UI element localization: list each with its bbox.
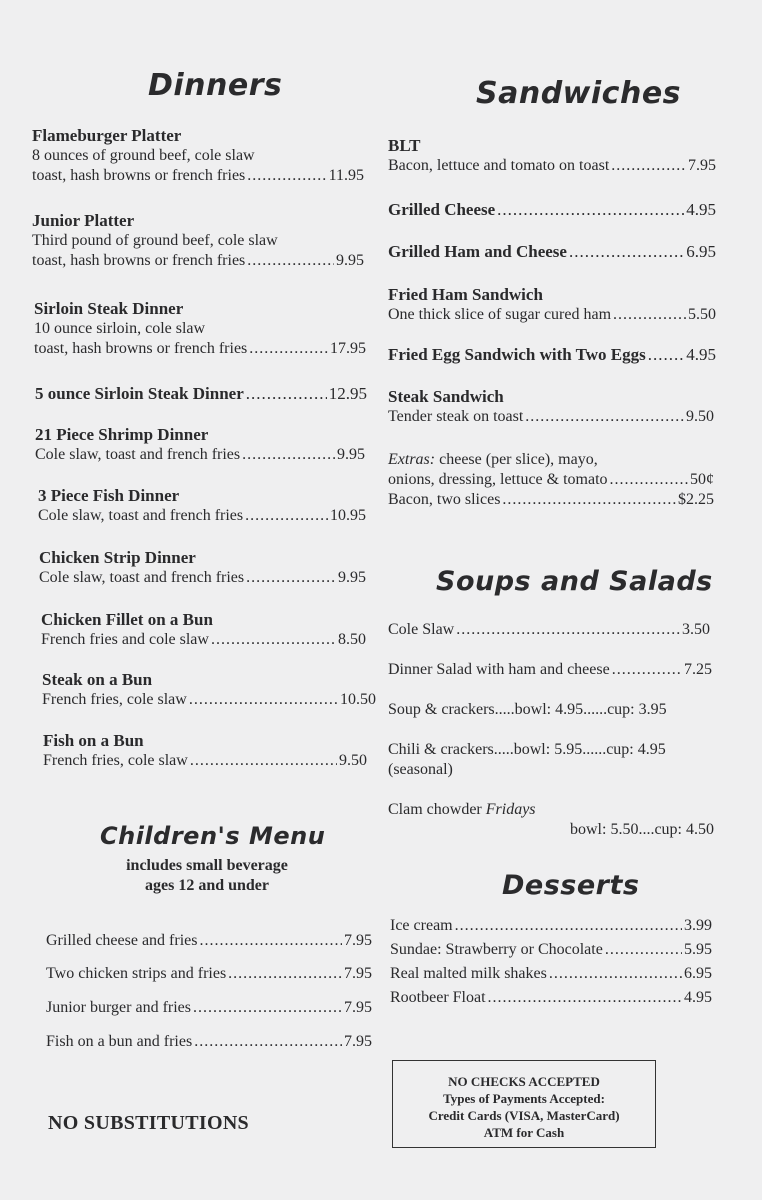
kids-item-price: 7.95 <box>344 965 372 982</box>
dinner-name: Sirloin Steak Dinner <box>34 299 184 318</box>
sandwich-item <box>388 200 716 220</box>
childrens-menu-heading: Children's Menu <box>100 822 326 850</box>
dinner-item <box>35 384 367 404</box>
dinner-price: 12.95 <box>328 384 367 403</box>
soups-salads-heading: Soups and Salads <box>436 566 713 597</box>
dessert-name: Rootbeer Float <box>390 989 486 1006</box>
desserts-heading: Desserts <box>502 870 640 901</box>
soup-item <box>388 740 666 780</box>
dessert-price: 6.95 <box>684 965 712 982</box>
bacon-price: $2.25 <box>678 491 714 508</box>
dessert-item <box>390 916 712 936</box>
dinner-desc: toast, hash browns or french fries <box>32 252 246 269</box>
dinner-price: 9.95 <box>338 569 366 586</box>
sandwiches-heading: Sandwiches <box>476 76 682 111</box>
soup-item: Soup & crackers.....bowl: 4.95......cup: 3.95 <box>388 701 667 718</box>
dinner-desc: French fries, cole slaw <box>43 752 188 769</box>
dinner-price: 10.95 <box>330 507 366 524</box>
dinner-desc: 8 ounces of ground beef, cole slaw <box>32 147 255 164</box>
dinner-desc: French fries and cole slaw <box>41 631 209 648</box>
dinner-price: 9.95 <box>337 446 365 463</box>
payment-line: ATM for Cash <box>483 1125 565 1140</box>
no-substitutions-note: NO SUBSTITUTIONS <box>48 1112 249 1134</box>
dinner-name: 3 Piece Fish Dinner <box>38 486 180 505</box>
sandwich-item <box>388 345 716 365</box>
dinner-item <box>32 126 364 186</box>
sandwich-desc: Tender steak on toast <box>388 408 524 425</box>
dinner-desc: toast, hash browns or french fries <box>32 167 246 184</box>
extras-label: Extras: <box>388 451 436 468</box>
sandwich-item <box>388 285 716 325</box>
extras-text: cheese (per slice), mayo, <box>439 451 598 468</box>
dinner-price: 11.95 <box>328 167 364 184</box>
dinner-price: 10.50 <box>340 691 376 708</box>
dessert-name: Ice cream <box>390 917 453 934</box>
kids-item <box>46 964 372 984</box>
dinner-item <box>41 610 366 650</box>
dessert-item <box>390 964 712 984</box>
kids-item <box>46 931 372 951</box>
soup-item-day: Fridays <box>485 801 536 818</box>
soup-item-price: bowl: 5.50....cup: 4.50 <box>570 821 714 838</box>
soup-item-price: 7.25 <box>684 661 712 678</box>
kids-item <box>46 998 372 1018</box>
dinner-name: Chicken Strip Dinner <box>39 548 196 567</box>
soup-item-price: 3.50 <box>682 621 710 638</box>
dinner-name: Flameburger Platter <box>32 126 182 145</box>
soup-item <box>388 660 712 680</box>
payment-info-box <box>392 1060 656 1148</box>
sandwich-name: Grilled Cheese <box>388 200 496 219</box>
soup-item-name: Chili & crackers.....bowl: 5.95......cup: 4.95 <box>388 741 666 758</box>
sandwich-price: 5.50 <box>688 306 716 323</box>
dessert-item <box>390 940 712 960</box>
sandwich-desc: One thick slice of sugar cured ham <box>388 306 612 323</box>
dinner-name: Chicken Fillet on a Bun <box>41 610 213 629</box>
soup-item <box>388 620 710 640</box>
kids-item-price: 7.95 <box>344 932 372 949</box>
kids-item-name: Grilled cheese and fries <box>46 932 198 949</box>
sandwich-item <box>388 242 716 262</box>
extras-price: 50¢ <box>690 471 714 488</box>
kids-item-name: Two chicken strips and fries <box>46 965 227 982</box>
dinner-desc: toast, hash browns or french fries <box>34 340 248 357</box>
sandwich-name: Grilled Ham and Cheese <box>388 242 567 261</box>
dinner-price: 9.50 <box>339 752 367 769</box>
soup-item-name: Dinner Salad with ham and cheese <box>388 661 610 678</box>
sandwich-price: 6.95 <box>686 242 716 261</box>
soup-item-name: Clam chowder <box>388 801 482 818</box>
dessert-price: 3.99 <box>684 917 712 934</box>
soup-item-name: Cole Slaw <box>388 621 455 638</box>
soup-item <box>388 800 714 840</box>
sandwich-name: Steak Sandwich <box>388 387 504 406</box>
dinner-item <box>32 211 364 271</box>
dinner-desc: Cole slaw, toast and french fries <box>38 507 244 524</box>
sandwich-name: BLT <box>388 136 421 155</box>
sandwich-desc: Bacon, lettuce and tomato on toast <box>388 157 610 174</box>
dinner-name: Fish on a Bun <box>43 731 144 750</box>
dinner-desc: Cole slaw, toast and french fries <box>35 446 241 463</box>
dinner-item <box>35 425 365 465</box>
sandwich-price: 4.95 <box>686 345 716 364</box>
dessert-name: Real malted milk shakes <box>390 965 547 982</box>
dinner-price: 9.95 <box>336 252 364 269</box>
sandwich-price: 7.95 <box>688 157 716 174</box>
dinner-item <box>39 548 366 588</box>
dinner-item <box>43 731 367 771</box>
dinner-name: 5 ounce Sirloin Steak Dinner <box>35 384 244 403</box>
dinner-price: 17.95 <box>330 340 366 357</box>
dinner-desc: 10 ounce sirloin, cole slaw <box>34 320 206 337</box>
payment-line: NO CHECKS ACCEPTED <box>448 1074 600 1089</box>
dinner-item <box>34 299 366 359</box>
bacon-text: Bacon, two slices <box>388 491 501 508</box>
kids-item <box>46 1032 372 1052</box>
dessert-name: Sundae: Strawberry or Chocolate <box>390 941 603 958</box>
extras-text: onions, dressing, lettuce & tomato <box>388 471 608 488</box>
sandwich-name: Fried Egg Sandwich with Two Eggs <box>388 345 646 364</box>
dinner-item <box>42 670 376 710</box>
extras-block <box>388 450 714 510</box>
payment-line: Types of Payments Accepted: <box>443 1091 605 1106</box>
dinner-desc: Third pound of ground beef, cole slaw <box>32 232 278 249</box>
dinners-heading: Dinners <box>148 68 283 103</box>
dinner-desc: French fries, cole slaw <box>42 691 187 708</box>
dinner-desc: Cole slaw, toast and french fries <box>39 569 245 586</box>
sandwich-item <box>388 387 714 427</box>
dessert-item <box>390 988 712 1008</box>
childrens-menu-subtitle: includes small beverage <box>126 857 288 874</box>
dinner-price: 8.50 <box>338 631 366 648</box>
childrens-menu-age-note: ages 12 and under <box>144 877 270 894</box>
sandwich-item <box>388 136 716 176</box>
kids-item-price: 7.95 <box>344 1033 372 1050</box>
sandwich-price: 9.50 <box>686 408 714 425</box>
dinner-name: Junior Platter <box>32 211 135 230</box>
sandwich-price: 4.95 <box>686 200 716 219</box>
payment-line: Credit Cards (VISA, MasterCard) <box>428 1108 620 1123</box>
dinner-name: Steak on a Bun <box>42 670 153 689</box>
dinner-item <box>38 486 366 526</box>
kids-item-name: Fish on a bun and fries <box>46 1033 193 1050</box>
dessert-price: 5.95 <box>684 941 712 958</box>
dinner-name: 21 Piece Shrimp Dinner <box>35 425 209 444</box>
kids-item-price: 7.95 <box>344 999 372 1016</box>
kids-item-name: Junior burger and fries <box>46 999 191 1016</box>
dessert-price: 4.95 <box>684 989 712 1006</box>
sandwich-name: Fried Ham Sandwich <box>388 285 543 304</box>
soup-item-note: (seasonal) <box>388 761 453 778</box>
